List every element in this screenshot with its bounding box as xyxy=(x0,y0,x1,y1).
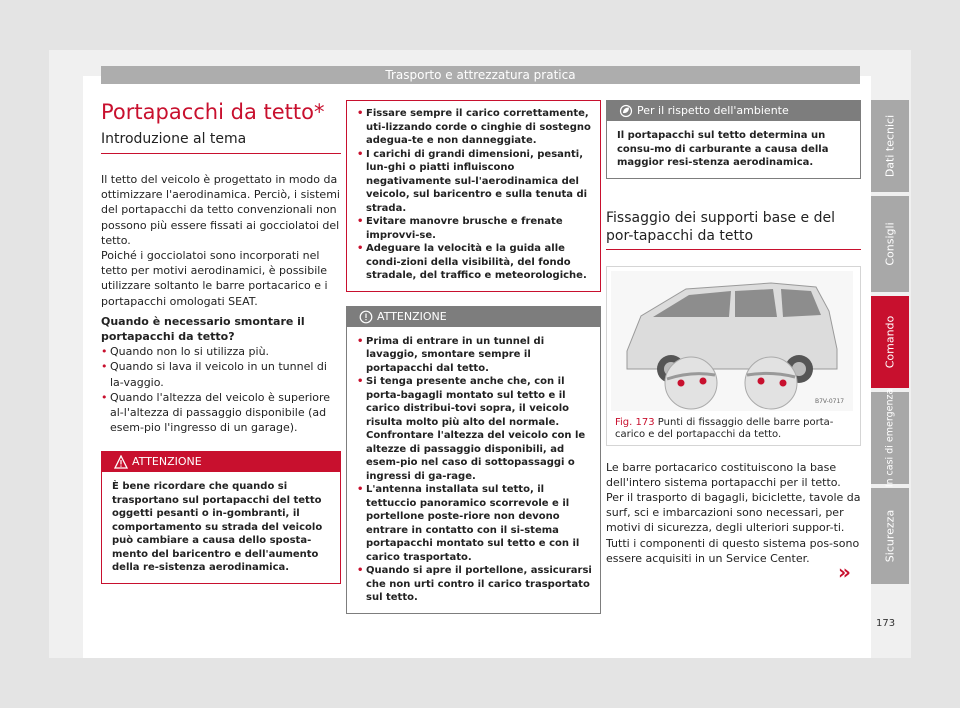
figure-number: Fig. 173 xyxy=(615,416,655,428)
warning-box xyxy=(101,451,341,584)
list-item: • Adeguare la velocità e la guida alle condi-zioni della visibilità, del fondo stradale, del traffico e meteorologiche. xyxy=(357,242,592,283)
environment-header xyxy=(607,101,860,121)
list-item: • Fissare sempre il carico correttamente, uti-lizzando corde o cinghie di sostegno adegua-te e non danneggiate. xyxy=(357,107,592,148)
tab-in-casi-di-emergenza[interactable] xyxy=(871,388,909,488)
environment-label: Per il rispetto dell'ambiente xyxy=(637,104,789,117)
tab-dati-tecnici[interactable] xyxy=(871,100,909,192)
tab-label: In casi di emergenza xyxy=(884,388,896,488)
tab-label: Consigli xyxy=(883,222,897,266)
paragraph: Poiché i gocciolatoi sono incorporati nel tetto per motivi aerodinamici, è possibile utilizzare soltanto le barre portacarico e i portapacchi omologati SEAT. xyxy=(101,249,328,308)
mount-point xyxy=(700,377,707,384)
car-illustration xyxy=(611,271,853,411)
figure-caption xyxy=(611,417,856,441)
tab-label: Comando xyxy=(883,315,897,369)
environment-text: Il portapacchi sul tetto determina un consu-mo di carburante a causa della maggior resi-stenza aerodinamica. xyxy=(617,130,829,168)
list-item: • Quando si apre il portellone, assicurarsi che non urti contro il carico trasportato sul tetto. xyxy=(357,564,592,605)
list-item: • Quando non lo si utilizza più. xyxy=(101,344,341,359)
list-item: • I carichi di grandi dimensioni, pesanti, lun-ghi o piatti influiscono negativamente sul-l'aerodinamica del veicolo, sul baricentro e sulla tenuta di strada. xyxy=(357,148,592,216)
paragraph: Il tetto del veicolo è progettato in modo da ottimizzare l'aerodinamica. Perciò, i sistemi del portapacchi da tetto convenzionali non possono più essere fissati ai gocciolatoi del tetto. xyxy=(101,173,340,247)
figure xyxy=(606,266,861,446)
attention-header xyxy=(347,307,600,327)
warning-icon xyxy=(114,455,128,469)
leaf-icon xyxy=(619,104,633,118)
column-right xyxy=(606,100,861,566)
figure-code: B7V-0717 xyxy=(815,397,845,405)
continue-mark: » xyxy=(838,560,851,584)
column-middle xyxy=(346,100,601,614)
car-roof-image xyxy=(611,271,853,411)
environment-box xyxy=(606,100,861,179)
list-item: • Quando l'altezza del veicolo è superiore al-l'altezza di passaggio disponibile (ad esem-pio l'ingresso di un garage). xyxy=(101,390,341,436)
tab-sicurezza[interactable] xyxy=(871,488,909,584)
list-item: • Prima di entrare in un tunnel di lavaggio, smontare sempre il portapacchi dal tetto. xyxy=(357,335,592,376)
mount-point xyxy=(758,377,765,384)
tab-label: Sicurezza xyxy=(883,509,897,563)
list-item: • Si tenga presente anche che, con il porta-bagagli montato sul tetto e il carico distribui-tovi sopra, il veicolo risulta molto più alto del normale. Confrontare l'altezza del veicolo con le altezze di passaggio disponibili, ad esem-pio nel caso di sottopassaggi o ingressi di ga-rage. xyxy=(357,375,592,483)
page-title: Portapacchi da tetto* xyxy=(101,100,325,124)
mount-point xyxy=(678,379,685,386)
tab-comando[interactable] xyxy=(871,296,909,388)
warning-header xyxy=(102,452,340,472)
section-title: Fissaggio dei supporti base e del por-tapacchi da tetto xyxy=(606,209,861,250)
question-heading: Quando è necessario smontare il portapacchi da tetto? xyxy=(101,314,305,344)
chapter-header: Trasporto e attrezzatura pratica xyxy=(101,66,860,84)
paragraph: Le barre portacarico costituiscono la base dell'intero sistema portapacchi per il tetto. Per il trasporto di bagagli, biciclette, tavole da surf, sci e imbarcazioni sono necessari, per motivi di sicurezza, degli ulteriori suppor-ti. Tutti i componenti di questo sistema pos-sono essere acquisiti in un Service Center. xyxy=(606,460,861,565)
tab-label: Dati tecnici xyxy=(883,114,897,178)
attention-icon xyxy=(359,310,373,324)
warning-text: È bene ricordare che quando si trasportano sul portapacchi del tetto oggetti pesanti o in-gombranti, il comportamento su strada del veicolo può cambiare a causa dello sposta-mento del baricentro e dell'aumento della re-sistenza aerodinamica. xyxy=(112,481,323,574)
warning-label: ATTENZIONE xyxy=(132,455,202,469)
tab-consigli[interactable] xyxy=(871,196,909,292)
attention-box xyxy=(346,306,601,614)
attention-label: ATTENZIONE xyxy=(377,309,447,323)
list-item: • Evitare manovre brusche e frenate improvvi-se. xyxy=(357,215,592,242)
warning-continued-box xyxy=(346,100,601,292)
section-subtitle: Introduzione al tema xyxy=(101,130,341,154)
list-item: • Quando si lava il veicolo in un tunnel di la-vaggio. xyxy=(101,359,341,389)
column-left xyxy=(101,100,341,584)
list-item: • L'antenna installata sul tetto, il tettuccio panoramico scorrevole e il portellone poste-riore non devono entrare in contatto con il si-stema portapacchi montato sul tetto e con il carico trasportato. xyxy=(357,483,592,564)
mount-point xyxy=(780,379,787,386)
page-number: 173 xyxy=(876,618,896,629)
figure-caption-text: Punti di fissaggio delle barre porta-carico e del portapacchi da tetto. xyxy=(615,416,834,440)
